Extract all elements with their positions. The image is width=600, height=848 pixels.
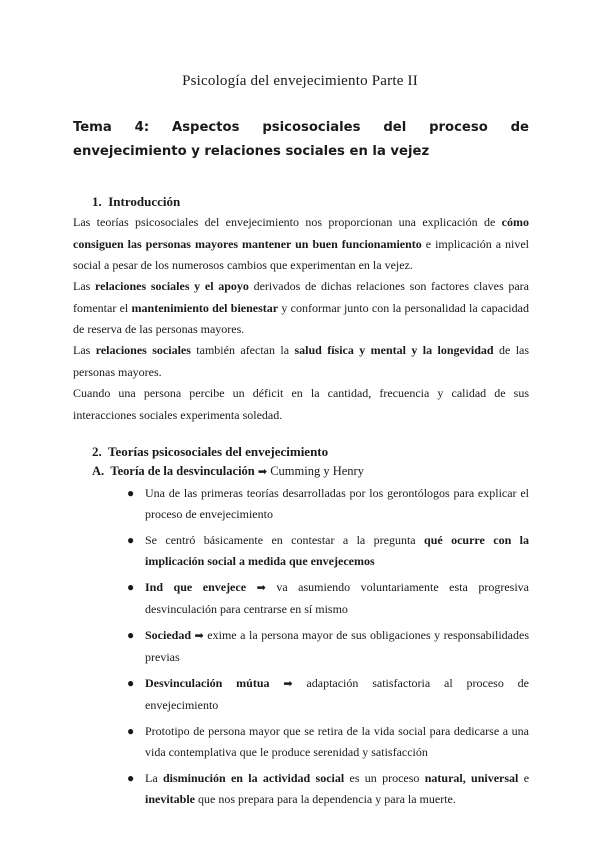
bullet-7-text-g: que nos prepara para la dependencia y para la muerte. <box>195 791 456 806</box>
p2-bold-b: relaciones sociales y el apoyo <box>95 279 249 293</box>
bullet-3-text: va asumiendo voluntariamente esta progresiva desvinculación para centrarse en sí mismo <box>145 580 530 616</box>
bullet-icon: ● <box>127 486 135 500</box>
list-item <box>127 625 529 667</box>
bullet-7-bold-b: disminución en la actividad social <box>162 771 345 785</box>
section-1-number: 1. <box>92 194 102 209</box>
list-item <box>127 577 530 619</box>
intro-paragraph-1 <box>73 212 529 277</box>
p1-text-a: Las teorías psicosociales del envejecimiento nos proporcionan una explicación de <box>73 215 502 229</box>
p3-bold-b: relaciones sociales <box>95 343 191 357</box>
bullet-2-bold: qué ocurre con la implicación social a medida que envejecemos <box>145 533 529 568</box>
list-item <box>127 721 529 762</box>
bullet-icon: ● <box>127 771 135 785</box>
bullet-2-text: Se centró básicamente en contestar a la pregunta <box>145 533 425 547</box>
section-2-number: 2. <box>92 444 102 459</box>
bullet-icon: ● <box>127 724 135 738</box>
subsection-a-letter: A. <box>92 464 105 478</box>
section-2-title: Teorías psicosociales del envejecimiento <box>108 444 329 459</box>
p3-text-e: de las personas mayores. <box>73 343 530 379</box>
subsection-a-title: Teoría de la desvinculación <box>110 464 255 478</box>
bullet-4-bold: Sociedad <box>145 628 192 642</box>
p2-text-c: derivados de dichas relaciones son factores claves para fomentar el <box>73 279 530 315</box>
bullet-4-text: exime a la persona mayor de sus obligaciones y responsabilidades previas <box>145 628 529 664</box>
p1-text-c: e implicación a nivel social a pesar de los numerosos cambios que experimentan en la vejez. <box>73 236 529 272</box>
p1-bold: cómo consiguen las personas mayores mantener un buen funcionamiento <box>73 215 529 251</box>
bullet-5-text: adaptación satisfactoria al proceso de envejecimiento <box>145 676 530 712</box>
bullet-icon: ● <box>127 676 135 690</box>
intro-paragraph-3 <box>73 340 529 383</box>
p3-bold-d: salud física y mental y la longevidad <box>294 343 494 357</box>
list-item <box>127 768 530 809</box>
bullet-7-bold-f: inevitable <box>145 791 195 806</box>
p2-text-e: y conformar junto con la personalidad la capacidad de reserva de las personas mayores. <box>73 300 529 336</box>
bullet-1-text: Una de las primeras teorías desarrolladas por los gerontólogos para explicar el proceso de envejecimiento <box>145 486 529 521</box>
bullet-7-text-e: e <box>518 771 530 785</box>
bullet-icon: ● <box>127 628 135 642</box>
p3-text-a: Las <box>73 343 96 357</box>
arrow-right-icon: ➡ <box>257 465 268 478</box>
bullet-7-text-a: La <box>145 771 163 785</box>
list-item <box>127 530 529 571</box>
arrow-right-icon: ➡ <box>283 677 293 690</box>
bullet-3-bold: Ind que envejece <box>145 580 247 594</box>
p3-text-c: también afectan la <box>190 343 295 357</box>
tema-heading: Tema 4: Aspectos psicosociales del proceso de envejecimiento y relaciones sociales en la vejez <box>73 120 529 159</box>
bullet-7-text-c: es un proceso <box>344 771 425 785</box>
bullet-icon: ● <box>127 533 135 547</box>
p2-bold-d: mantenimiento del bienestar <box>131 300 279 315</box>
intro-paragraph-2 <box>73 276 529 341</box>
p2-text-a: Las <box>73 279 96 293</box>
bullet-list <box>127 483 530 809</box>
bullet-7-bold-d: natural, universal <box>424 771 519 785</box>
section-2-heading <box>92 444 328 460</box>
bullet-5-bold: Desvinculación mútua <box>145 676 270 690</box>
list-item <box>127 483 529 524</box>
arrow-right-icon: ➡ <box>194 629 204 642</box>
document-title: Psicología del envejecimiento Parte II <box>182 73 418 89</box>
subsection-a-authors: Cumming y Henry <box>270 464 364 478</box>
section-1-heading <box>92 194 180 210</box>
intro-paragraph-4: Cuando una persona percibe un déficit en la cantidad, frecuencia y calidad de sus interacciones sociales experimenta soledad. <box>73 386 529 422</box>
list-item <box>127 673 530 715</box>
section-1-title: Introducción <box>108 194 181 209</box>
arrow-right-icon: ➡ <box>256 581 266 594</box>
bullet-icon: ● <box>127 580 135 594</box>
bullet-6-text: Prototipo de persona mayor que se retira de la vida social para dedicarse a una vida contemplativa que le produce serenidad y satisfacción <box>145 724 529 759</box>
subsection-a-heading <box>92 464 364 479</box>
